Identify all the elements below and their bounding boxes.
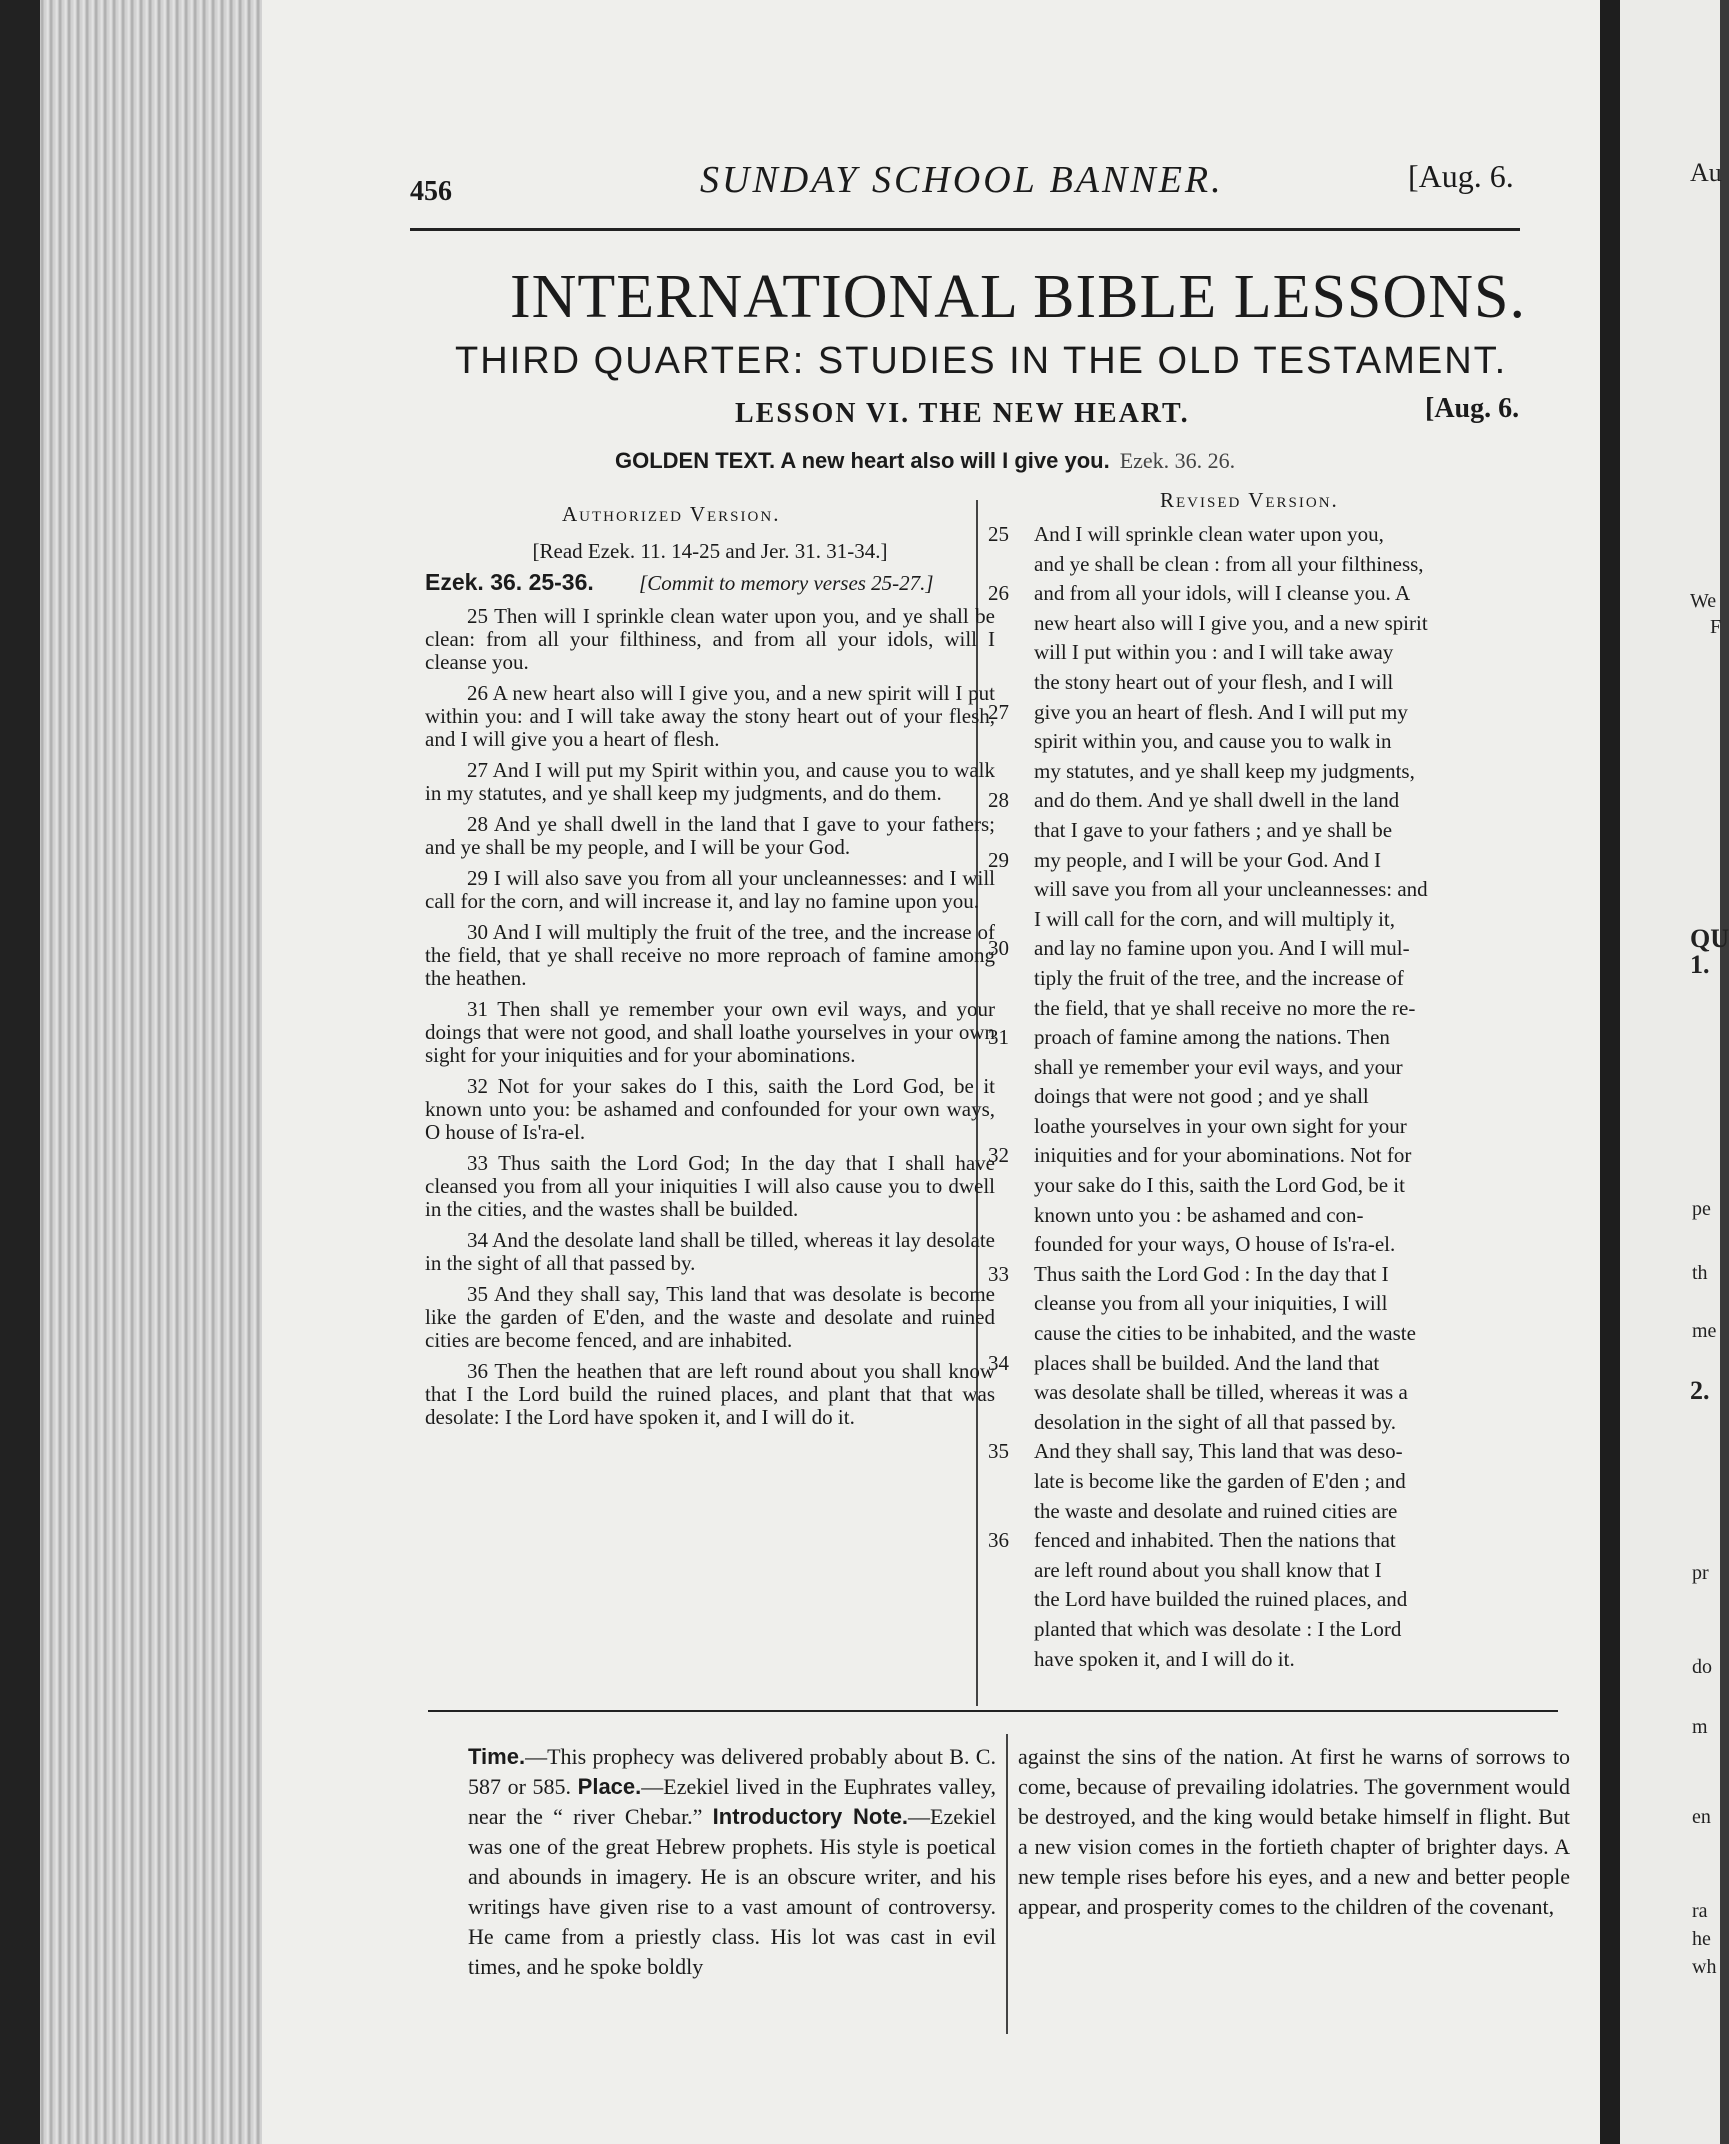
rv-line: [988, 609, 1546, 639]
rv-line-text: the Lord have builded the ruined places, and: [1034, 1587, 1408, 1612]
rv-line-text: iniquities and for your abominations. Not for: [1034, 1143, 1412, 1168]
verse: 36 Then the heathen that are left round about you shall know that I the Lord build the ruined places, and plant that that was desolate: I the Lord have spoken it, and I will do it.: [425, 1359, 995, 1429]
verse-number: 27: [988, 699, 1009, 724]
rv-line: [988, 994, 1546, 1024]
next-page-text: en: [1692, 1806, 1711, 1828]
rv-line: [988, 520, 1546, 550]
next-page-text: he: [1692, 1928, 1711, 1950]
rv-line-text: late is become like the garden of E'den ; and: [1034, 1469, 1406, 1493]
rv-line-text: have spoken it, and I will do it.: [1034, 1646, 1295, 1671]
rv-line: [988, 1497, 1546, 1527]
book-edge-shadow: [0, 0, 40, 2144]
rv-line-text: founded for your ways, O house of Is'ra-el.: [1034, 1232, 1396, 1257]
rv-line-text: will save you from all your uncleannesses: and: [1034, 877, 1428, 902]
rv-line-text: that I gave to your fathers ; and ye shall be: [1034, 817, 1393, 842]
rv-line: [988, 668, 1546, 698]
rv-line-text: are left round about you shall know that I: [1034, 1557, 1382, 1582]
next-page-text: 1.: [1690, 950, 1710, 979]
verse: 26 A new heart also will I give you, and a new spirit will I put within you: and I will take away the stony heart out of your flesh, and I will give you a heart of flesh.: [425, 681, 995, 751]
rv-line: [988, 1112, 1546, 1142]
verse: 25 Then will I sprinkle clean water upon you, and ye shall be clean: from all your filthiness, and from all your idols, will I cleanse you.: [425, 604, 995, 674]
rv-line-text: my statutes, and ye shall keep my judgments,: [1034, 758, 1415, 783]
rv-line: [988, 1141, 1546, 1171]
verse: 34 And the desolate land shall be tilled, whereas it lay desolate in the sight of all that passed by.: [425, 1228, 995, 1275]
verse-number: 25: [988, 522, 1009, 546]
rv-line-text: And they shall say, This land that was deso-: [1034, 1439, 1403, 1464]
next-page-text: We: [1690, 590, 1717, 612]
rv-line-text: tiply the fruit of the tree, and the increase of: [1034, 965, 1404, 990]
rv-line: [988, 1319, 1546, 1349]
notes-column-divider: [1006, 1734, 1008, 2034]
rv-line-text: the field, that ye shall receive no more the re-: [1034, 995, 1416, 1020]
rv-line-text: desolation in the sight of all that passed by.: [1034, 1409, 1396, 1434]
next-page-text: m: [1692, 1716, 1708, 1738]
rv-line-text: I will call for the corn, and will multiply it,: [1034, 906, 1396, 931]
intro-note-label: Introductory Note.: [712, 1804, 909, 1829]
reading-reference: [Read Ezek. 11. 14-25 and Jer. 31. 31-34.]: [532, 539, 888, 563]
rv-line: [988, 1615, 1546, 1645]
rv-line: [988, 1437, 1546, 1467]
next-page-text: me: [1692, 1320, 1717, 1342]
page-number: 456: [410, 176, 452, 207]
rv-line-text: and ye shall be clean : from all your filthiness,: [1034, 551, 1424, 576]
verse-number: 31: [988, 1025, 1009, 1050]
rv-line: [988, 1526, 1546, 1556]
rv-line-text: was desolate shall be tilled, whereas it was a: [1034, 1380, 1408, 1405]
verse: 32 Not for your sakes do I this, saith the Lord God, be it known unto you: be ashamed and confounded for your own ways, O house of Is'ra-el.: [425, 1074, 995, 1144]
time-text: —This prophecy was delivered probably about B. C. 587 or 585.: [468, 1744, 996, 1799]
verse-number: 34: [988, 1350, 1009, 1375]
rv-line-text: will I put within you : and I will take away: [1034, 640, 1394, 665]
next-page-text: wh: [1692, 1956, 1717, 1978]
rv-line: [988, 1556, 1546, 1586]
running-title: SUNDAY SCHOOL BANNER.: [700, 159, 1224, 201]
next-page-text: ra: [1692, 1900, 1708, 1922]
verse: 28 And ye shall dwell in the land that I gave to your fathers; and ye shall be my people, and I will be your God.: [425, 812, 995, 859]
verse: 27 And I will put my Spirit within you, and cause you to walk in my statutes, and ye shall keep my judgments, and do them.: [425, 758, 995, 805]
time-label: Time.: [468, 1744, 526, 1769]
rv-line: [988, 579, 1546, 609]
authorized-version-heading: Authorized Version.: [562, 502, 781, 526]
rv-line: [988, 846, 1546, 876]
rv-line-text: and lay no famine upon you. And I will mul-: [1034, 936, 1410, 961]
golden-text-ref: Ezek. 36. 26.: [1119, 448, 1236, 473]
rv-line-text: shall ye remember your evil ways, and your: [1034, 1054, 1403, 1079]
verse-number: 36: [988, 1528, 1009, 1553]
commit-note: [Commit to memory verses 25-27.]: [639, 571, 934, 595]
rv-line: [988, 1201, 1546, 1231]
rv-line: [988, 550, 1546, 580]
rv-line-text: cleanse you from all your iniquities, I will: [1034, 1291, 1388, 1316]
rv-line-text: the waste and desolate and ruined cities are: [1034, 1498, 1398, 1523]
rv-line: [988, 1053, 1546, 1083]
lesson-notes: [468, 1742, 996, 1982]
rv-line: [988, 757, 1546, 787]
place-text: —Ezekiel lived in the Euphrates valley, near the “ river Chebar.”: [468, 1774, 997, 1829]
passage-line: [425, 571, 995, 595]
rv-line: [988, 698, 1546, 728]
page-title: INTERNATIONAL BIBLE LESSONS.: [510, 263, 1526, 331]
verse-number: 33: [988, 1261, 1009, 1286]
rv-line: [988, 934, 1546, 964]
rv-line: [988, 727, 1546, 757]
rv-line-text: the stony heart out of your flesh, and I will: [1034, 669, 1394, 694]
lesson-notes-continued: against the sins of the nation. At first he warns of sorrows to come, because of prevailing idolatries. The government would be destroyed, and the king would betake himself in flight. But a new vision comes in the fortieth chapter of brighter days. A new temple rises before his eyes, and a new and better people appear, and prosperity comes to the children of the covenant,: [1018, 1744, 1570, 1919]
header-rule: [410, 228, 1520, 231]
rv-line-text: proach of famine among the nations. Then: [1034, 1025, 1390, 1050]
notes-rule: [428, 1710, 1558, 1712]
golden-text-label: GOLDEN TEXT. A new heart also will I give you.: [615, 448, 1110, 473]
intro-note-text: —Ezekiel was one of the great Hebrew prophets. His style is poetical and abounds in imagery. He is an obscure writer, and his writings have given rise to a vast amount of controversy. He came from a priestly class. His lot was cast in evil times, and he spoke boldly: [468, 1804, 997, 1979]
rv-line: [988, 816, 1546, 846]
verse-number: 35: [988, 1439, 1009, 1464]
next-page-text: do: [1692, 1656, 1712, 1678]
rv-line: [988, 964, 1546, 994]
rv-line: [988, 1289, 1546, 1319]
page-subtitle: THIRD QUARTER: STUDIES IN THE OLD TESTAMENT.: [455, 340, 1508, 382]
rv-line-text: cause the cities to be inhabited, and the waste: [1034, 1321, 1416, 1346]
rv-line-text: spirit within you, and cause you to walk in: [1034, 729, 1392, 754]
revised-version-heading: Revised Version.: [1160, 488, 1339, 512]
rv-line-text: known unto you : be ashamed and con-: [1034, 1202, 1364, 1227]
rv-line-text: places shall be builded. And the land that: [1034, 1350, 1380, 1375]
rv-line-text: my people, and I will be your God. And I: [1034, 847, 1382, 872]
next-page-text: QU: [1690, 924, 1729, 953]
next-page-text: F: [1710, 616, 1722, 638]
next-page-text: Au: [1690, 158, 1722, 187]
rv-line: [988, 1349, 1546, 1379]
rv-line-text: And I will sprinkle clean water upon you,: [1034, 522, 1384, 546]
rv-line: [988, 1585, 1546, 1615]
rv-line-text: give you an heart of flesh. And I will put my: [1034, 699, 1408, 724]
verse: 31 Then shall ye remember your own evil ways, and your doings that were not good, and shall loathe yourselves in your own sight for your iniquities and for your abominations.: [425, 997, 995, 1067]
rv-line-text: planted that which was desolate : I the Lord: [1034, 1616, 1402, 1641]
verse-number: 32: [988, 1143, 1009, 1168]
verse: 35 And they shall say, This land that was desolate is become like the garden of E'den, and the waste and desolate and ruined cities are become fenced, and are inhabited.: [425, 1282, 995, 1352]
rv-line: [988, 638, 1546, 668]
rv-line: [988, 905, 1546, 935]
golden-text: [615, 448, 1235, 474]
book-page-stack: [0, 0, 300, 2144]
next-page-text: th: [1692, 1262, 1708, 1284]
rv-line-text: and from all your idols, will I cleanse you. A: [1034, 581, 1411, 606]
rv-line: [988, 875, 1546, 905]
next-page-fragment: [1620, 0, 1729, 2144]
next-page-text: 2.: [1690, 1376, 1710, 1405]
rv-line: [988, 1467, 1546, 1497]
rv-line-text: doings that were not good ; and ye shall: [1034, 1084, 1369, 1109]
verse: 33 Thus saith the Lord God; In the day that I shall have cleansed you from all your iniquities I will also cause you to dwell in the cities, and the wastes shall be builded.: [425, 1151, 995, 1221]
running-date: [Aug. 6.: [1408, 158, 1514, 194]
rv-line-text: loathe yourselves in your own sight for your: [1034, 1113, 1407, 1138]
rv-line-text: new heart also will I give you, and a new spirit: [1034, 610, 1428, 635]
rv-line-text: fenced and inhabited. Then the nations that: [1034, 1528, 1396, 1553]
rv-line-text: and do them. And ye shall dwell in the land: [1034, 788, 1400, 813]
rv-line: [988, 786, 1546, 816]
verse-number: 30: [988, 936, 1009, 961]
rv-line: [988, 1082, 1546, 1112]
passage-reference: Ezek. 36. 25-36.: [425, 569, 594, 595]
verse-number: 29: [988, 847, 1009, 872]
verse: 29 I will also save you from all your uncleannesses: and I will call for the corn, and will increase it, and lay no famine upon you.: [425, 866, 995, 913]
place-label: Place.: [577, 1774, 642, 1799]
rv-line: [988, 1023, 1546, 1053]
rv-line: [988, 1408, 1546, 1438]
authorized-version-text: [425, 540, 995, 1437]
rv-line: [988, 1230, 1546, 1260]
rv-line: [988, 1378, 1546, 1408]
next-page-text: pr: [1692, 1562, 1709, 1584]
rv-line-text: Thus saith the Lord God : In the day that I: [1034, 1261, 1389, 1286]
verse-number: 28: [988, 788, 1009, 813]
verse: 30 And I will multiply the fruit of the tree, and the increase of the field, that ye shall receive no more reproach of famine among the heathen.: [425, 920, 995, 990]
verse-number: 26: [988, 581, 1009, 606]
revised-version-text: [988, 520, 1546, 1674]
next-page-text: pe: [1692, 1198, 1711, 1220]
lesson-heading: LESSON VI. THE NEW HEART.: [735, 398, 1190, 429]
lesson-date: [Aug. 6.: [1425, 393, 1520, 424]
rv-line: [988, 1645, 1546, 1675]
rv-line: [988, 1260, 1546, 1290]
rv-line: [988, 1171, 1546, 1201]
rv-line-text: your sake do I this, saith the Lord God, be it: [1034, 1173, 1405, 1198]
